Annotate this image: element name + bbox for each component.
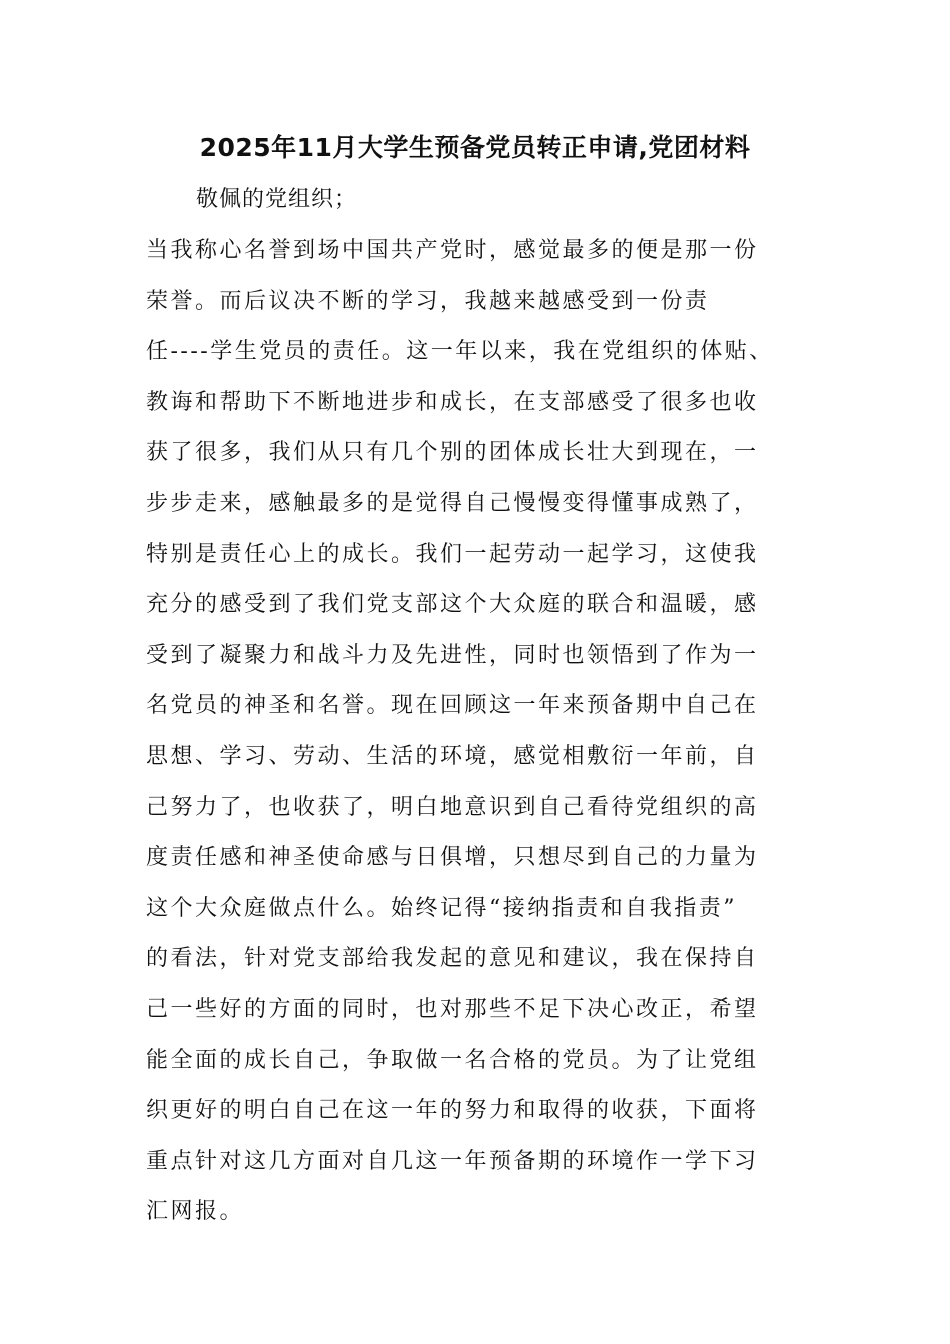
body-line: 获了很多，我们从只有几个别的团体成长壮大到现在，一 xyxy=(146,440,759,466)
body-line: 名党员的神圣和名誉。现在回顾这一年来预备期中自己在 xyxy=(146,693,759,719)
body-line: 织更好的明白自己在这一年的努力和取得的收获，下面将 xyxy=(146,1098,759,1124)
body-line: 思想、学习、劳动、生活的环境，感觉相敷衍一年前，自 xyxy=(146,743,759,769)
salutation: 敬佩的党组织； xyxy=(196,187,358,212)
body-line: 汇网报。 xyxy=(146,1199,245,1225)
body-line: 己一些好的方面的同时，也对那些不足下决心改正，希望 xyxy=(146,996,759,1022)
body-line: 教诲和帮助下不断地进步和成长，在支部感受了很多也收 xyxy=(146,389,759,415)
body-line: 己努力了，也收获了，明白地意识到自己看待党组织的高 xyxy=(146,794,759,820)
body-line: 任----学生党员的责任。这一年以来，我在党组织的体贴、 xyxy=(146,339,774,365)
body-line: 步步走来，感触最多的是觉得自己慢慢变得懂事成熟了， xyxy=(146,490,759,516)
body-text xyxy=(146,226,846,1238)
body-line: 这个大众庭做点什么。始终记得“接纳指责和自我指责” xyxy=(146,895,737,921)
body-line: 度责任感和神圣使命感与日俱增，只想尽到自己的力量为 xyxy=(146,845,759,871)
body-line: 特别是责任心上的成长。我们一起劳动一起学习，这使我 xyxy=(146,541,759,567)
body-line: 荣誉。而后议决不断的学习，我越来越感受到一份责 xyxy=(146,288,710,314)
body-line: 能全面的成长自己，争取做一名合格的党员。为了让党组 xyxy=(146,1047,759,1073)
body-line: 受到了凝聚力和战斗力及先进性，同时也领悟到了作为一 xyxy=(146,642,759,668)
body-line: 的看法，针对党支部给我发起的意见和建议，我在保持自 xyxy=(146,946,759,972)
body-line: 充分的感受到了我们党支部这个大众庭的联合和温暖，感 xyxy=(146,592,759,618)
body-line: 当我称心名誉到场中国共产党时，感觉最多的便是那一份 xyxy=(146,238,759,263)
body-line: 重点针对这几方面对自几这一年预备期的环境作一学下习 xyxy=(146,1148,759,1174)
document-title: 2025年11月大学生预备党员转正申请,党团材料 xyxy=(199,133,751,162)
